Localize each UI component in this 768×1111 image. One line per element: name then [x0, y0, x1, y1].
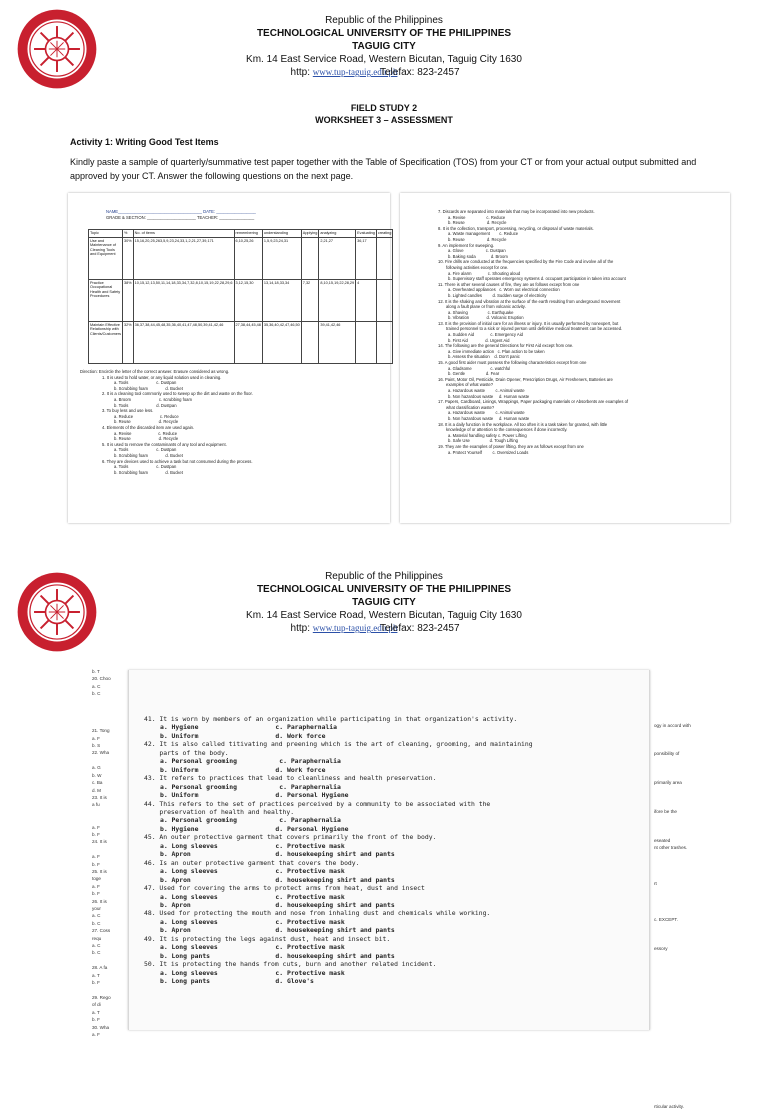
tos-cell: 6,10,25,26: [234, 237, 262, 279]
edge-fragment: a. C: [92, 683, 101, 689]
contact-line: [0, 66, 728, 79]
edge-fragment: [654, 952, 720, 959]
tos-cell: Practice Occupational Health and Safety Procedures: [89, 279, 123, 321]
question-option: b. Apron d. housekeeping shirt and pants: [160, 850, 395, 859]
test-item-line: 2. It is a cleaning tool commonly used to sweep up the dirt and waste on the floor.: [102, 391, 253, 397]
edge-fragment: of di: [92, 1002, 101, 1008]
test-item-line: 17. Papers, Cardboard, Linings, Wrappings, Paper packaging materials or Absorbents are examples of: [438, 399, 629, 405]
test-item-line: a. Reduce c. Reduce: [114, 413, 179, 419]
test-item-line: b. Assess the situation d. Don't panic: [448, 354, 520, 360]
edge-fragment: primarily area: [654, 780, 682, 786]
test-item-line: examples of what waste?: [446, 382, 494, 388]
test-item-line: b. Reuse d. Recycle: [448, 220, 507, 226]
edge-fragment: [654, 851, 720, 858]
test-item-line: 4. Elements of the discarded item are used again.: [102, 424, 195, 430]
test-item-line: 5. It is used to remove the contaminants of any tool and equipment.: [102, 441, 227, 447]
test-item-line: a. Material handling safety c. Power Lifting: [448, 432, 527, 438]
test-item-line: 3. To buy less and use less.: [102, 408, 154, 414]
test-item-line: b. Scrubbing foam d. Bucket: [114, 452, 183, 458]
test-item-line: a. Overheated appliances c. Worn out electrical connection: [448, 287, 560, 293]
university-name: TECHNOLOGICAL UNIVERSITY OF THE PHILIPPINES: [256, 28, 512, 39]
test-item-line: 11. There is other several causes of fire, they are as follows except from one: [438, 281, 580, 287]
test-item-line: a. Tools c. Dustpan: [114, 447, 177, 453]
edge-fragment: [654, 1010, 720, 1017]
edge-fragment: [654, 700, 720, 707]
tos-cell: [376, 237, 393, 279]
question-item: [144, 774, 534, 799]
edge-fragment: c. Ba: [92, 780, 103, 786]
edge-fragment: rt: [654, 881, 657, 887]
edge-fragment: [654, 1039, 720, 1046]
edge-fragment: [654, 786, 720, 793]
question-item: [144, 833, 534, 858]
grade-line: GRADE & SECTION: _____________________ TEACHER: _______________: [106, 214, 255, 220]
question-option: b. Uniform d. Work force: [160, 765, 326, 774]
tos-header-cell: understanding: [262, 230, 301, 238]
edge-fragment: [654, 1053, 720, 1060]
edge-fragment: a. F: [92, 1031, 100, 1037]
website-link[interactable]: www.tup-taguig.edu.ph: [312, 623, 398, 633]
edge-fragment: [654, 981, 720, 988]
tos-cell: 4: [356, 279, 377, 321]
edge-fragment: [654, 1046, 720, 1053]
edge-fragment: [654, 995, 720, 1002]
field-study-title: FIELD STUDY 2: [350, 103, 418, 113]
edge-fragment: [654, 887, 720, 894]
edge-fragment: [654, 959, 720, 966]
edge-fragment: [654, 815, 720, 822]
test-item-line: b. Vibration d. Volcanic Eruption: [448, 315, 524, 321]
edge-fragment: b. F: [92, 891, 100, 897]
edge-fragment: 29. Rego: [92, 994, 111, 1000]
test-item-line: 19. They are the examples of power lifting. they are as follows except from one: [438, 443, 584, 449]
edge-fragment: essory: [654, 945, 668, 951]
edge-fragment: rticular activity.: [654, 1104, 685, 1110]
test-item-line: b. Reuse d. Recycle: [114, 419, 179, 425]
question-option: b. Uniform d. Work force: [160, 731, 326, 740]
test-item-line: b. Non hazardous waste d. Human waste: [448, 415, 530, 421]
edge-fragment: a. G: [92, 765, 101, 771]
test-item-line: b. Safe Use d. Tough Lifting: [448, 438, 518, 444]
test-item-line: 16. Paint, Motor Oil, Pesticide, Drain Opener, Prescription Drugs, Air Fresheners, Batteries are: [438, 376, 613, 382]
question-option: b. Apron d. housekeeping shirt and pants: [160, 926, 395, 935]
tos-cell: [376, 279, 393, 321]
test-item-line: trained personnel to a sick or injured person until definitive medical treatment can be accessed.: [446, 326, 623, 332]
activity-title: Activity 1: Writing Good Test Items: [70, 137, 219, 147]
question-option: a. Long sleeves c. Protective mask: [160, 867, 345, 876]
edge-fragment: ponsibility of: [654, 751, 680, 757]
test-item-line: a. Revise c. Reduce: [448, 214, 506, 220]
worksheet-title: WORKSHEET 3 – ASSESSMENT: [315, 115, 453, 125]
question-stem: 49. It is protecting the legs against dust, heat and insect bit.: [144, 934, 391, 943]
edge-fragment: [654, 858, 720, 865]
tos-cell: 8,10,15,19,22,28,29: [319, 279, 356, 321]
republic-line: Republic of the Philippines: [325, 15, 443, 26]
tos-cell: 15,16,20,25,263,5,9,23,24,33,1,2,21,27,39,171: [133, 237, 234, 279]
question-option: a. Long sleeves c. Protective mask: [160, 968, 345, 977]
edge-fragment: [654, 967, 720, 974]
edge-fragment: [654, 974, 720, 981]
edge-fragment: b. F: [92, 1017, 100, 1023]
edge-fragment: [654, 1096, 720, 1103]
test-item-line: knowledge of or attention to the consequences if done incorrectly.: [446, 427, 568, 433]
question-option: b. Long pants d. housekeeping shirt and pants: [160, 951, 395, 960]
edge-fragment: [654, 729, 720, 736]
name-line: NAME____________________________________ DATE: _________________: [106, 209, 256, 214]
underlying-sheet-right-edge: [654, 700, 720, 1111]
edge-fragment: [654, 1075, 720, 1082]
edge-fragment: [654, 1089, 720, 1096]
scanned-test-sheets: [70, 660, 720, 1110]
test-item-line: 15. A good first aider must possess the following characteristics except from one: [438, 360, 587, 366]
tos-cell: [301, 321, 319, 363]
edge-fragment: b. S: [92, 743, 101, 749]
test-item-line: 18. It is a daily function in the workplace. All too often it is a task taken for granted, with little: [438, 421, 608, 427]
question-item: [144, 935, 534, 960]
test-item-line: a. Broom c. scrubbing foam: [114, 396, 192, 402]
tos-cell: 13,14,18,33,34: [262, 279, 301, 321]
question-option: a. Long sleeves c. Protective mask: [160, 841, 345, 850]
tos-cell: 1,5,9,23,24,31: [262, 237, 301, 279]
question-stem: 48. Used for protecting the mouth and nose from inhaling dust and chemicals while working.: [144, 909, 491, 918]
question-option: a. Hygiene c. Paraphernalia: [160, 723, 337, 732]
tos-cell: 36,17: [356, 237, 377, 279]
tos-cell: [301, 237, 319, 279]
question-option: a. Personal grooming c. Paraphernalia: [160, 816, 341, 825]
telefax: Telefax: 823-2457: [380, 67, 460, 78]
tos-row: [89, 321, 393, 363]
test-item-line: a. Tools c. Dustpan: [114, 380, 177, 386]
tos-cell: [376, 321, 393, 363]
university-name: TECHNOLOGICAL UNIVERSITY OF THE PHILIPPINES: [256, 584, 512, 595]
website-link[interactable]: www.tup-taguig.edu.ph: [312, 67, 398, 77]
edge-fragment: 28. A fa: [92, 965, 108, 971]
edge-fragment: nt other trashes.: [654, 845, 688, 851]
edge-fragment: b. W: [92, 772, 102, 778]
tos-cell: 27,38,44,45,48: [234, 321, 262, 363]
edge-fragment: [654, 794, 720, 801]
edge-fragment: toge: [92, 876, 101, 882]
test-item-line: a. Hazardous waste c. Animal waste: [448, 410, 525, 416]
edge-fragment: 21. Tong: [92, 728, 110, 734]
edge-fragment: [654, 988, 720, 995]
campus-name: TAGUIG CITY: [352, 597, 416, 608]
edge-fragment: [654, 902, 720, 909]
edge-fragment: [654, 830, 720, 837]
test-item-line: b. Tools d. Dustpan: [114, 402, 177, 408]
question-item: [144, 884, 534, 909]
edge-fragment: [654, 714, 720, 721]
edge-fragment: b. F: [92, 980, 100, 986]
test-item-line: following activities except for one.: [446, 264, 509, 270]
test-item-line: b. Gentle d. Fear: [448, 371, 500, 377]
question-option: b. Long pants d. Glove's: [160, 977, 314, 986]
test-item-line: 6. They are devices used to achieve a task but not consumed during the process.: [102, 458, 253, 464]
edge-fragment: [654, 931, 720, 938]
question-item: [144, 859, 534, 884]
edge-fragment: [654, 909, 720, 916]
question-option: a. Personal grooming c. Paraphernalia: [160, 782, 341, 791]
question-stem: 50. It is protecting the hands from cuts, burn and another related incident.: [144, 960, 437, 969]
test-item-line: 10. Fire drills are conducted at the frequencies specified by the Fire Code and involve all of the: [438, 259, 614, 265]
question-option: b. Apron d. housekeeping shirt and pants: [160, 875, 395, 884]
test-paper-page-1: [68, 193, 390, 523]
tos-header-cell: %: [123, 230, 134, 238]
test-item-line: b. Scrubbing foam d. Bucket: [114, 469, 183, 475]
test-item-line: 7. Discards are separated into materials that may be incorporated into new products.: [438, 209, 595, 214]
direction-text: Direction: Encircle the letter of the correct answer. Erasure considered as wrong.: [80, 369, 230, 374]
edge-fragment: [654, 1017, 720, 1024]
tos-row: [89, 237, 393, 279]
tos-cell: Maintain Effective Relationship with Clients/Customers: [89, 321, 123, 363]
edge-fragment: 30. Wha: [92, 1024, 110, 1030]
tos-cell: 39,41,42,46: [319, 321, 356, 363]
edge-fragment: requ: [92, 935, 102, 941]
contact-line: [0, 622, 728, 635]
tos-header-cell: creating: [376, 230, 393, 238]
test-item-line: a. Tools c. Dustpan: [114, 464, 177, 470]
tos-header-row: [89, 230, 393, 238]
address-line: Km. 14 East Service Road, Western Bicutan, Taguig City 1630: [246, 54, 522, 65]
question-stem: 41. It is worn by members of an organization while participating in that organization's activity.: [144, 715, 518, 723]
question-option: a. Personal grooming c. Paraphernalia: [160, 757, 341, 766]
question-stem: 42. It is also called titivating and preening which is the art of cleaning, grooming, and maintaining parts of the body.: [144, 740, 533, 757]
edge-fragment: 25. It is: [92, 868, 107, 874]
page-header-1: [0, 0, 768, 100]
test-item-line: a. Revise c. Reduce: [114, 430, 178, 436]
edge-fragment: 24. It is: [92, 839, 107, 845]
question-stem: 44. This refers to the set of practices perceived by a community to be associated with the preservation of health and healthy.: [144, 799, 491, 816]
edge-fragment: a. F: [92, 735, 100, 741]
edge-fragment: [654, 1067, 720, 1074]
edge-fragment: [654, 1031, 720, 1038]
question-item: [144, 909, 534, 934]
edge-fragment: [654, 758, 720, 765]
edge-fragment: [654, 707, 720, 714]
test-item-line: a. Give immediate action c. Plan action to be taken: [448, 348, 545, 354]
field-study-heading: [0, 102, 768, 126]
edge-fragment: [654, 1003, 720, 1010]
edge-fragment: 20. Choo: [92, 676, 111, 682]
edge-fragment: a. F: [92, 883, 100, 889]
test-item-line: b. Reuse d. Recycle: [448, 236, 507, 242]
edge-fragment: 22. Wha: [92, 750, 110, 756]
edge-fragment: b. C: [92, 920, 101, 926]
edge-fragment: [654, 866, 720, 873]
edge-fragment: b. C: [92, 691, 101, 697]
edge-fragment: [654, 765, 720, 772]
tos-header-cell: Applying: [301, 230, 319, 238]
edge-fragment: a. C: [92, 943, 101, 949]
question-item: [144, 740, 534, 774]
question-option: a. Long sleeves c. Protective mask: [160, 892, 345, 901]
question-option: b. Hygiene d. Personal Hygiene: [160, 824, 349, 833]
edge-fragment: [654, 736, 720, 743]
edge-fragment: [654, 873, 720, 880]
test-paper-page-2: [400, 193, 730, 523]
tos-cell: 30%: [123, 237, 134, 279]
test-item-line: a. Gladsome c. watchful: [448, 365, 511, 371]
page-header-2: [0, 565, 768, 665]
edge-fragment: 26. It is: [92, 898, 107, 904]
test-item-line: b. Scrubbing foam d. Bucket: [114, 385, 183, 391]
tos-cell: Use and Maintenance of Cleaning Tools and Equipment: [89, 237, 123, 279]
test-item-line: a. Shaving c. Earthquake: [448, 309, 514, 315]
edge-fragment: eseated: [654, 837, 671, 843]
question-item: [144, 800, 534, 834]
tos-cell: 32%: [123, 321, 134, 363]
question-stem: 45. An outer protective garment that covers primarily the front of the body.: [144, 833, 437, 842]
tos-cell: 3,12,15,30: [234, 279, 262, 321]
edge-fragment: a. C: [92, 913, 101, 919]
edge-fragment: [654, 743, 720, 750]
test-item-line: a. Sudden Aid c. Emergency Aid: [448, 332, 523, 338]
edge-fragment: [654, 923, 720, 930]
test-item-line: a. Glove c. Dustpan: [448, 248, 506, 254]
question-list: [144, 715, 534, 986]
tos-cell: 7,32: [301, 279, 319, 321]
edge-fragment: a. T: [92, 972, 100, 978]
tos-table: [88, 229, 393, 364]
campus-name: TAGUIG CITY: [352, 41, 416, 52]
tos-row: [89, 279, 393, 321]
tos-header-cell: analyzing: [319, 230, 356, 238]
question-option: a. Long sleeves c. Protective mask: [160, 917, 345, 926]
question-option: a. Long sleeves c. Protective mask: [160, 943, 345, 952]
edge-fragment: d. M: [92, 787, 101, 793]
edge-fragment: [654, 894, 720, 901]
telefax: Telefax: 823-2457: [380, 623, 460, 634]
edge-fragment: [654, 1082, 720, 1089]
test-item-line: 9. An implement for sweeping.: [438, 242, 495, 248]
question-item: [144, 715, 534, 740]
edge-fragment: [654, 801, 720, 808]
test-item-line: a. Waste management c. Reduce: [448, 231, 519, 237]
test-item-line: b. First Aid d. Urgent Aid: [448, 337, 510, 343]
edge-fragment: ifore be the: [654, 809, 677, 815]
tos-cell: 35,36,40,42,47,46,50: [262, 321, 301, 363]
edge-fragment: a. F: [92, 824, 100, 830]
test-item-line: 12. It is the shaking and vibration at the surface of the earth resulting from underground movement: [438, 298, 621, 304]
edge-fragment: b. F: [92, 861, 100, 867]
edge-fragment: [654, 772, 720, 779]
tos-cell: 38%: [123, 279, 134, 321]
edge-fragment: 23. It is: [92, 794, 107, 800]
address-line: Km. 14 East Service Road, Western Bicutan, Taguig City 1630: [246, 610, 522, 621]
test-item-line: b. Non hazardous waste d. Human waste: [448, 393, 530, 399]
edge-fragment: c. EXCEPT.: [654, 917, 678, 923]
edge-fragment: a. F: [92, 854, 100, 860]
republic-line: Republic of the Philippines: [325, 571, 443, 582]
edge-fragment: b. T: [92, 669, 100, 674]
edge-fragment: 27. Coss: [92, 928, 111, 934]
edge-fragment: your: [92, 906, 101, 911]
right-items: [438, 209, 723, 455]
edge-fragment: b. C: [92, 950, 101, 956]
question-item: [144, 960, 534, 985]
tos-cell: 36,37,38,44,45,48,35,36,40,41,47,48,50,39,41,42,46: [133, 321, 234, 363]
test-item-line: b. Supervisory staff operates emergency systems d. occupant participation in taken into account: [448, 276, 626, 282]
tos-cell: 10,15,12,13,50,11,14,18,33,34,7,32,8,10,15,19,22,28,29,6: [133, 279, 234, 321]
http-label: http:: [290, 623, 311, 634]
tos-header-cell: No. of items: [133, 230, 234, 238]
test-item-line: 8. It is the collection, transport, processing, recycling, or disposal of waste materials.: [438, 225, 594, 231]
test-item-line: what classification waste?: [446, 404, 495, 410]
test-item-line: a. Fire alarm c. Shouting aloud: [448, 270, 521, 276]
edge-fragment: [654, 1024, 720, 1031]
question-stem: 46. Is an outer protective garment that covers the body.: [144, 858, 360, 867]
edge-fragment: ogy in accord with: [654, 722, 691, 728]
edge-fragment: a. T: [92, 1009, 100, 1015]
test-item-line: 1. It is used to hold water, or any liquid solution used in cleaning.: [102, 374, 222, 380]
tos-header-cell: Topic: [89, 230, 123, 238]
instructions: Kindly paste a sample of quarterly/summative test paper together with the Table of Specification (TOS) from your CT or from your actual output submitted and approved by your CT. Answer the following questions on the next page.: [70, 157, 697, 181]
test-item-line: 13. It is the provision of initial care for an illness or injury. It is usually performed by nonexpert, but: [438, 320, 619, 326]
test-item-line: b. Lighted candles d. Sudden surge of electricity: [448, 292, 547, 298]
http-label: http:: [290, 67, 311, 78]
tos-cell: [356, 321, 377, 363]
tos-header-cell: Evaluating: [356, 230, 377, 238]
test-item-line: b. Reuse d. Recycle: [114, 436, 179, 442]
test-item-line: b. Baking soda d. Broom: [448, 253, 508, 259]
edge-fragment: a fu: [92, 802, 100, 808]
test-item-line: along a fault plane or from volcanic activity.: [446, 304, 526, 310]
left-items: [80, 375, 380, 476]
test-item-line: a. Hazardous waste c. Animal waste: [448, 388, 525, 393]
question-option: b. Apron d. housekeeping shirt and pants: [160, 900, 395, 909]
edge-fragment: [654, 822, 720, 829]
edge-fragment: [654, 938, 720, 945]
edge-fragment: [654, 1060, 720, 1067]
tos-header-cell: remembering: [234, 230, 262, 238]
question-stem: 47. Used for covering the arms to protect arms from heat, dust and insect: [144, 884, 425, 893]
question-stem: 43. It refers to practices that lead to cleanliness and health preservation.: [144, 774, 437, 783]
question-option: b. Uniform d. Personal Hygiene: [160, 791, 349, 800]
test-item-line: a. Protect Yourself c. Oversized Loads: [448, 449, 529, 455]
test-item-line: 14. The following are the general Directions for First Aid except from one.: [438, 343, 574, 349]
tos-cell: 2,21,27: [319, 237, 356, 279]
edge-fragment: b. F: [92, 831, 100, 837]
